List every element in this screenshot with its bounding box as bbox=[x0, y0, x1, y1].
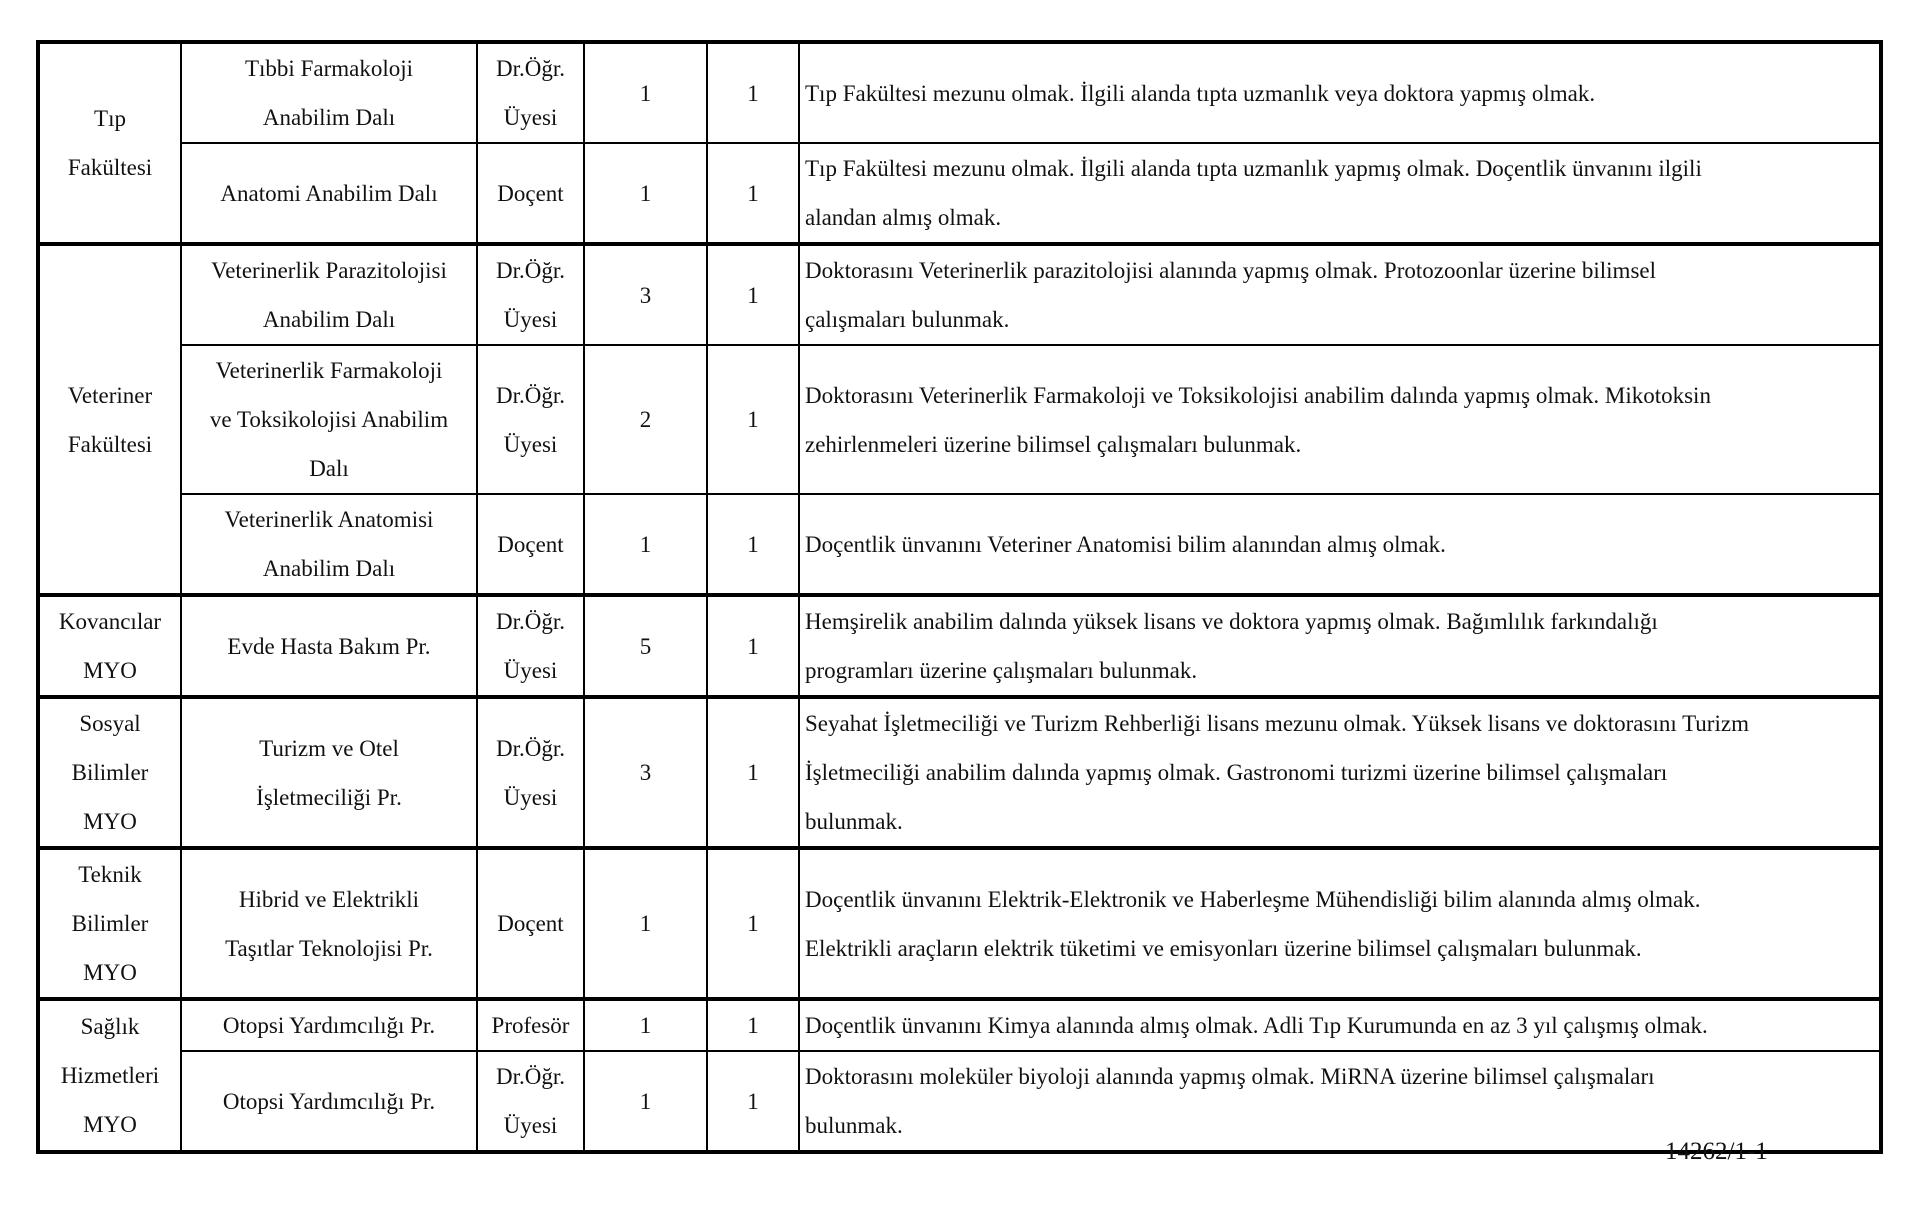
department-cell-line: Hibrid ve Elektrikli bbox=[238, 886, 420, 912]
title-cell-line: Dr.Öğr. bbox=[496, 735, 565, 761]
requirements-cell-line: bulunmak. bbox=[805, 809, 903, 834]
department-cell bbox=[181, 697, 477, 848]
department-cell-line: Veterinerlik Anatomisi bbox=[224, 507, 434, 532]
faculty-cell-line: Sosyal bbox=[79, 711, 141, 736]
title-cell-line: Dr.Öğr. bbox=[496, 609, 565, 634]
title-cell-line: Üyesi bbox=[503, 105, 558, 130]
requirements-cell-line: Tıp Fakültesi mezunu olmak. İlgili alanda tıpta uzmanlık veya doktora yapmış olmak. bbox=[805, 80, 1596, 106]
quota-cell-line: 1 bbox=[747, 911, 759, 936]
faculty-cell-line: Hizmetleri bbox=[60, 1063, 160, 1088]
requirements-cell-line: Doçentlik ünvanını Kimya alanında almış olmak. Adli Tıp Kurumunda en az 3 yıl çalışmış olmak. bbox=[805, 1013, 1708, 1038]
department-cell bbox=[181, 595, 477, 697]
faculty-cell bbox=[38, 999, 181, 1152]
requirements-cell bbox=[799, 42, 1881, 143]
requirements-cell bbox=[799, 1051, 1881, 1152]
requirements-cell-line: Doktorasını Veterinerlik parazitolojisi alanında yapmış olmak. Protozoonlar üzerine bilimsel bbox=[805, 258, 1656, 283]
quota-cell bbox=[707, 848, 799, 999]
count-cell-line: 2 bbox=[639, 407, 652, 432]
department-cell bbox=[181, 494, 477, 595]
faculty-cell-line: Sağlık bbox=[80, 1014, 140, 1039]
title-cell-line: Üyesi bbox=[503, 1113, 558, 1138]
table-row bbox=[38, 345, 1881, 494]
quota-cell bbox=[707, 42, 799, 143]
count-cell-line: 1 bbox=[639, 80, 652, 106]
title-cell bbox=[477, 1051, 584, 1152]
quota-cell-line: 1 bbox=[747, 282, 759, 308]
faculty-cell-line: Tıp bbox=[94, 106, 126, 131]
quota-cell bbox=[707, 999, 799, 1051]
faculty-cell-line: MYO bbox=[83, 960, 137, 985]
title-cell-line: Üyesi bbox=[503, 307, 558, 332]
requirements-cell-line: Elektrikli araçların elektrik tüketimi ve emisyonları üzerine bilimsel çalışmaları bulunmak. bbox=[805, 935, 1642, 961]
title-cell bbox=[477, 143, 584, 244]
department-cell-line: Otopsi Yardımcılığı Pr. bbox=[222, 1013, 436, 1038]
department-cell-line: Dalı bbox=[309, 456, 349, 481]
requirements-cell-line: Tıp Fakültesi mezunu olmak. İlgili alanda tıpta uzmanlık yapmış olmak. Doçentlik ünvanını ilgili bbox=[805, 156, 1702, 181]
count-cell bbox=[584, 1051, 707, 1152]
quota-cell-line: 1 bbox=[747, 1088, 759, 1114]
requirements-cell-line: İşletmeciliği anabilim dalında yapmış olmak. Gastronomi turizmi üzerine bilimsel çalışmaları bbox=[805, 760, 1668, 785]
department-cell bbox=[181, 848, 477, 999]
faculty-cell-line: MYO bbox=[83, 1112, 137, 1137]
requirements-cell bbox=[799, 494, 1881, 595]
title-cell-line: Dr.Öğr. bbox=[496, 382, 565, 408]
quota-cell-line: 1 bbox=[747, 531, 759, 557]
department-cell bbox=[181, 999, 477, 1051]
department-cell-line: Anatomi Anabilim Dalı bbox=[220, 180, 438, 206]
faculty-cell bbox=[38, 42, 181, 244]
faculty-cell-line: Kovancılar bbox=[58, 609, 162, 634]
table-row bbox=[38, 595, 1881, 697]
department-cell-line: Tıbbi Farmakoloji bbox=[244, 56, 413, 81]
count-cell-line: 3 bbox=[639, 760, 652, 785]
requirements-cell-line: zehirlenmeleri üzerine bilimsel çalışmaları bulunmak. bbox=[805, 431, 1302, 457]
table-row bbox=[38, 999, 1881, 1051]
quota-cell bbox=[707, 1051, 799, 1152]
title-cell-line: Profesör bbox=[491, 1013, 570, 1038]
table-row bbox=[38, 494, 1881, 595]
title-cell-line: Doçent bbox=[497, 911, 564, 936]
faculty-cell bbox=[38, 244, 181, 595]
title-cell-line: Dr.Öğr. bbox=[496, 258, 565, 283]
requirements-cell-line: Doçentlik ünvanını Elektrik-Elektronik ve Haberleşme Mühendisliği bilim alanında almış olmak. bbox=[805, 886, 1701, 912]
department-cell bbox=[181, 42, 477, 143]
count-cell bbox=[584, 999, 707, 1051]
requirements-cell-line: Doçentlik ünvanını Veteriner Anatomisi bilim alanından almış olmak. bbox=[805, 531, 1446, 557]
faculty-cell bbox=[38, 595, 181, 697]
department-cell-line: Veterinerlik Parazitolojisi bbox=[211, 258, 447, 283]
title-cell-line: Üyesi bbox=[503, 431, 558, 457]
table-row bbox=[38, 42, 1881, 143]
requirements-cell-line: Doktorasını Veterinerlik Farmakoloji ve Toksikolojisi anabilim dalında yapmış olmak. Mikotoksin bbox=[805, 382, 1711, 408]
title-cell bbox=[477, 697, 584, 848]
faculty-cell-line: Bilimler bbox=[71, 760, 149, 785]
count-cell-line: 1 bbox=[639, 1013, 652, 1038]
faculty-cell bbox=[38, 697, 181, 848]
quota-cell bbox=[707, 143, 799, 244]
faculty-cell-line: Teknik bbox=[78, 862, 142, 887]
table-row bbox=[38, 143, 1881, 244]
count-cell bbox=[584, 848, 707, 999]
department-cell bbox=[181, 345, 477, 494]
requirements-cell-line: programları üzerine çalışmaları bulunmak. bbox=[805, 658, 1198, 683]
requirements-cell bbox=[799, 848, 1881, 999]
title-cell-line: Üyesi bbox=[503, 658, 558, 683]
requirements-cell-line: alandan almış olmak. bbox=[805, 205, 1002, 230]
department-cell-line: Veterinerlik Farmakoloji bbox=[215, 358, 443, 383]
count-cell-line: 3 bbox=[639, 282, 652, 308]
requirements-cell bbox=[799, 697, 1881, 848]
quota-cell bbox=[707, 494, 799, 595]
department-cell-line: Turizm ve Otel bbox=[259, 735, 399, 761]
requirements-cell bbox=[799, 595, 1881, 697]
requirements-cell-line: çalışmaları bulunmak. bbox=[805, 307, 1010, 332]
faculty-cell-line: MYO bbox=[83, 809, 137, 834]
department-cell-line: Evde Hasta Bakım Pr. bbox=[227, 633, 431, 659]
quota-cell-line: 1 bbox=[747, 760, 759, 785]
quota-cell-line: 1 bbox=[747, 407, 759, 432]
quota-cell-line: 1 bbox=[747, 80, 759, 106]
count-cell-line: 5 bbox=[639, 633, 652, 659]
title-cell bbox=[477, 345, 584, 494]
requirements-cell bbox=[799, 345, 1881, 494]
requirements-cell bbox=[799, 999, 1881, 1051]
table-row bbox=[38, 697, 1881, 848]
count-cell bbox=[584, 143, 707, 244]
title-cell bbox=[477, 999, 584, 1051]
faculty-cell-line: Bilimler bbox=[71, 911, 149, 936]
department-cell bbox=[181, 1051, 477, 1152]
title-cell bbox=[477, 42, 584, 143]
requirements-cell-line: Hemşirelik anabilim dalında yüksek lisans ve doktora yapmış olmak. Bağımlılık farkındalığı bbox=[805, 609, 1658, 634]
title-cell bbox=[477, 494, 584, 595]
table-row bbox=[38, 848, 1881, 999]
department-cell bbox=[181, 143, 477, 244]
count-cell bbox=[584, 494, 707, 595]
title-cell-line: Doçent bbox=[497, 180, 564, 206]
title-cell-line: Dr.Öğr. bbox=[496, 56, 565, 81]
department-cell-line: Anabilim Dalı bbox=[262, 556, 396, 581]
requirements-cell bbox=[799, 143, 1881, 244]
table-row bbox=[38, 1051, 1881, 1152]
title-cell bbox=[477, 848, 584, 999]
requirements-cell-line: Seyahat İşletmeciliği ve Turizm Rehberliği lisans mezunu olmak. Yüksek lisans ve doktorasını Turizm bbox=[805, 711, 1749, 736]
department-cell-line: Taşıtlar Teknolojisi Pr. bbox=[225, 935, 433, 961]
quota-cell bbox=[707, 595, 799, 697]
count-cell-line: 1 bbox=[639, 531, 652, 557]
quota-cell bbox=[707, 244, 799, 345]
table-row bbox=[38, 244, 1881, 345]
count-cell bbox=[584, 595, 707, 697]
department-cell-line: ve Toksikolojisi Anabilim bbox=[209, 407, 449, 432]
document-number: 14262/1-1 bbox=[1665, 1138, 1768, 1165]
department-cell-line: Otopsi Yardımcılığı Pr. bbox=[222, 1088, 436, 1114]
count-cell bbox=[584, 697, 707, 848]
requirements-cell-line: bulunmak. bbox=[805, 1113, 903, 1138]
quota-cell-line: 1 bbox=[747, 633, 759, 659]
department-cell-line: İşletmeciliği Pr. bbox=[256, 784, 402, 810]
title-cell-line: Dr.Öğr. bbox=[496, 1064, 565, 1089]
faculty-cell bbox=[38, 848, 181, 999]
count-cell bbox=[584, 345, 707, 494]
count-cell bbox=[584, 42, 707, 143]
requirements-cell-line: Doktorasını moleküler biyoloji alanında yapmış olmak. MiRNA üzerine bilimsel çalışmaları bbox=[805, 1064, 1655, 1089]
faculty-cell-line: Fakültesi bbox=[67, 431, 153, 457]
title-cell bbox=[477, 244, 584, 345]
quota-cell bbox=[707, 697, 799, 848]
requirements-cell bbox=[799, 244, 1881, 345]
department-cell-line: Anabilim Dalı bbox=[262, 105, 396, 130]
count-cell bbox=[584, 244, 707, 345]
count-cell-line: 1 bbox=[639, 1088, 652, 1114]
faculty-cell-line: Fakültesi bbox=[67, 155, 153, 180]
faculty-cell-line: Veteriner bbox=[67, 382, 153, 408]
quota-cell-line: 1 bbox=[747, 180, 759, 206]
count-cell-line: 1 bbox=[639, 180, 652, 206]
quota-cell-line: 1 bbox=[747, 1013, 759, 1038]
quota-cell bbox=[707, 345, 799, 494]
department-cell-line: Anabilim Dalı bbox=[262, 307, 396, 332]
positions-table bbox=[36, 40, 1883, 1154]
title-cell bbox=[477, 595, 584, 697]
title-cell-line: Üyesi bbox=[503, 784, 558, 810]
title-cell-line: Doçent bbox=[497, 531, 564, 557]
department-cell bbox=[181, 244, 477, 345]
faculty-cell-line: MYO bbox=[83, 658, 137, 683]
count-cell-line: 1 bbox=[639, 911, 652, 936]
